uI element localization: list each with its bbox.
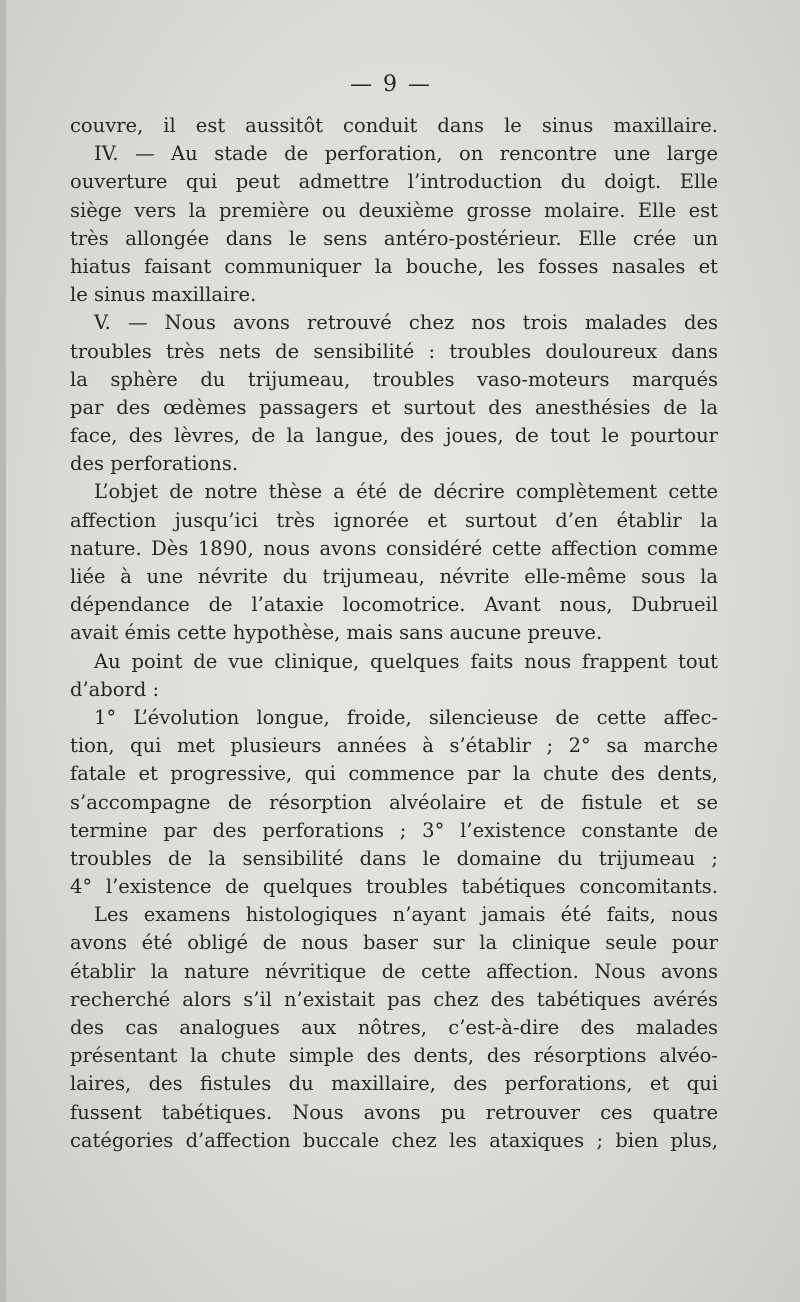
text-line: laires, des fistules du maxillaire, des perforations, et qui: [70, 1072, 718, 1096]
text-line: avait émis cette hypothèse, mais sans aucune preuve.: [70, 621, 603, 645]
text-line: hiatus faisant communiquer la bouche, les fosses nasales et: [70, 254, 718, 278]
text-line: par des œdèmes passagers et surtout des anesthésies de la: [70, 395, 718, 419]
text-line: 4° l’existence de quelques troubles tabétiques concomitants.: [70, 875, 718, 899]
text-line: siège vers la première ou deuxième grosse molaire. Elle est: [70, 198, 718, 222]
text-line: fatale et progressive, qui commence par la chute des dents,: [70, 762, 718, 786]
text-line: avons été obligé de nous baser sur la clinique seule pour: [70, 931, 718, 955]
text-line: dépendance de l’ataxie locomotrice. Avant nous, Dubrueil: [70, 593, 718, 617]
text-line: troubles de la sensibilité dans le domaine du trijumeau ;: [70, 846, 718, 870]
text-line: catégories d’affection buccale chez les ataxiques ; bien plus,: [70, 1128, 718, 1152]
text-line: V. — Nous avons retrouvé chez nos trois malades des: [94, 311, 718, 335]
text-line: fussent tabétiques. Nous avons pu retrouver ces quatre: [70, 1100, 718, 1124]
text-line: IV. — Au stade de perforation, on rencontre une large: [94, 142, 718, 166]
text-line: établir la nature névritique de cette affection. Nous avons: [70, 959, 718, 983]
text-line: des perforations.: [70, 452, 239, 476]
text-line: liée à une névrite du trijumeau, névrite elle-même sous la: [70, 565, 718, 588]
text-line: s’accompagne de résorption alvéolaire et de fistule et se: [70, 790, 718, 814]
text-line: Au point de vue clinique, quelques faits nous frappent tout: [94, 649, 718, 673]
text-line: L’objet de notre thèse a été de décrire complètement cette: [94, 480, 718, 504]
text-line: tion, qui met plusieurs années à s’établir ; 2° sa marche: [70, 734, 718, 758]
text-line: affection jusqu’ici très ignorée et surtout d’en établir la: [70, 508, 718, 532]
text-line: face, des lèvres, de la langue, des joues, de tout le pourtour: [70, 424, 718, 448]
text-line: recherché alors s’il n’existait pas chez des tabétiques avérés: [70, 987, 718, 1011]
text-line: Les examens histologiques n’ayant jamais été faits, nous: [94, 903, 718, 927]
page-number: — 9 —: [350, 72, 432, 97]
text-line: nature. Dès 1890, nous avons considéré cette affection comme: [70, 536, 718, 560]
text-line: 1° L’évolution longue, froide, silencieuse de cette affec-: [94, 705, 718, 729]
text-line: la sphère du trijumeau, troubles vaso-moteurs marqués: [70, 367, 718, 391]
text-line: des cas analogues aux nôtres, c’est-à-dire des malades: [70, 1016, 718, 1039]
text-line: le sinus maxillaire.: [70, 283, 257, 307]
text-line: couvre, il est aussitôt conduit dans le sinus maxillaire.: [70, 114, 718, 137]
text-line: termine par des perforations ; 3° l’existence constante de: [70, 818, 718, 842]
text-line: présentant la chute simple des dents, des résorptions alvéo-: [70, 1044, 718, 1068]
body-text: [70, 112, 718, 1155]
text-line: ouverture qui peut admettre l’introduction du doigt. Elle: [70, 170, 718, 194]
text-line: d’abord :: [70, 677, 160, 701]
text-line: très allongée dans le sens antéro-postérieur. Elle crée un: [70, 226, 718, 250]
text-line: troubles très nets de sensibilité : troubles douloureux dans: [70, 339, 718, 363]
